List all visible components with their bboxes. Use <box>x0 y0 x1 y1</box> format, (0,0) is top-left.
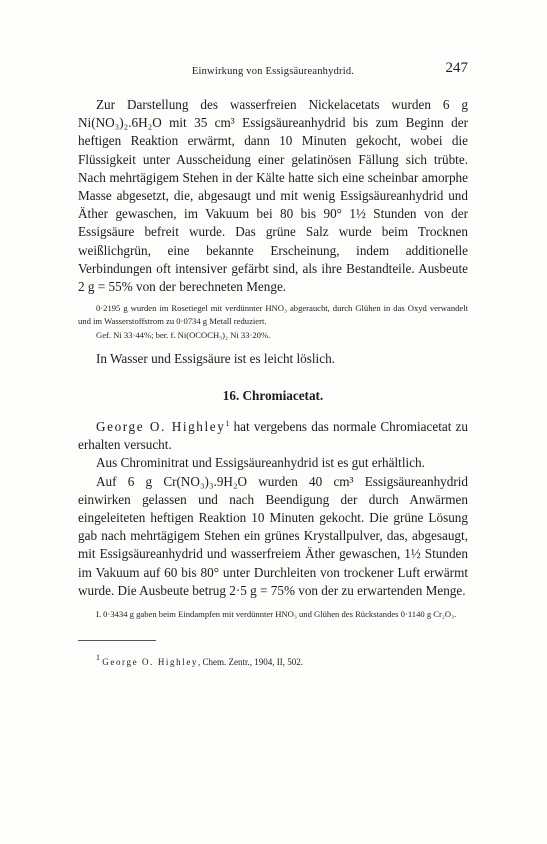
footnote-divider <box>78 640 156 641</box>
page-header <box>78 58 468 82</box>
chrom-paragraph-1 <box>78 418 468 454</box>
running-title: Einwirkung von Essigsäureanhydrid. <box>191 66 355 77</box>
footnote <box>78 653 468 668</box>
nickel-solubility: In Wasser und Essigsäure ist es leicht löslich. <box>96 350 335 366</box>
page-number: 247 <box>445 60 468 76</box>
footnote-citation: , Chem. Zentr., 1904, II, 502. <box>198 657 304 668</box>
nickel-analysis-note: 0·2195 g wurden im Rosetiegel mit verdünnter HNO₃ abgeraucht, durch Glühen in das Oxyd verwandelt und im Wasserstoffstrom zu 0·0734 g Metall reduziert. <box>78 303 468 326</box>
nickel-found-calc: Gef. Ni 33·44%; ber. f. Ni(OCOCH₃)₂ Ni 33·20%. <box>96 330 271 341</box>
footnote-reference[interactable]: 1 <box>225 418 230 428</box>
chrom-paragraph-3: Auf 6 g Cr(NO₃)₃.9H₂O wurden 40 cm³ Essigsäureanhydrid einwirken gelassen und nach Beendigung der durch Anwärmen eingeleiteten heftigen Reaktion 10 Minuten gekocht. Die grüne Lösung gab nach mehrtägigem Stehen ein grünes Krystallpulver, das, abgesaugt, mit Essigsäureanhydrid und wasserfreiem Äther gewaschen, 1½ Stunden im Vakuum auf 60 bis 80° unter Durchleiten von trockener Luft erwärmt wurde. Die Ausbeute betrug 2·5 g = 75% von der zu erwartenden Menge. <box>78 473 468 598</box>
footnote-author: George O. Highley <box>102 657 199 668</box>
chrom-paragraph-1-text: hat vergebens das normale Chromiacetat zu erhalten versucht. <box>78 418 468 453</box>
nickel-paragraph: Zur Darstellung des wasserfreien Nickelacetats wurden 6 g Ni(NO₃)₂.6H₂O mit 35 cm³ Essigsäureanhydrid bis zum Beginn der heftigen Reaktion erwärmt, dann 10 Minuten gekocht, wobei die Flüssigkeit unter Ausscheidung einer gelatinösen Fällung sich trübte. Nach mehrtägigem Stehen in der Kälte hatte sich eine scheinbar amorphe Masse abgesetzt, die, abgesaugt und mit wenig Essigsäureanhydrid und Äther gewaschen, im Vakuum bei 80 bis 90° 1½ Stunden von der Essigsäure befreit wurde. Das grüne Salz wurde beim Trocknen weißlichgrün, eine bekannte Erscheinung, indem additionelle Verbindungen oft intensiver gefärbt sind, als ihre Bestandteile. Ausbeute 2 g = 55% von der berechneten Menge. <box>78 97 468 295</box>
footnote-mark: 1 <box>96 653 100 663</box>
chrom-paragraph-2: Aus Chrominitrat und Essigsäureanhydrid ist es gut erhältlich. <box>96 455 425 471</box>
chrom-analysis-note: I. 0·3434 g gaben beim Eindampfen mit verdünnter HNO₃ und Glühen des Rückstandes 0·1140 g Cr₂O₃. <box>96 608 457 619</box>
author-name: George O. Highley <box>96 418 226 434</box>
page <box>78 58 468 667</box>
section-title-chromiacetat: 16. Chromiacetat. <box>222 387 324 403</box>
